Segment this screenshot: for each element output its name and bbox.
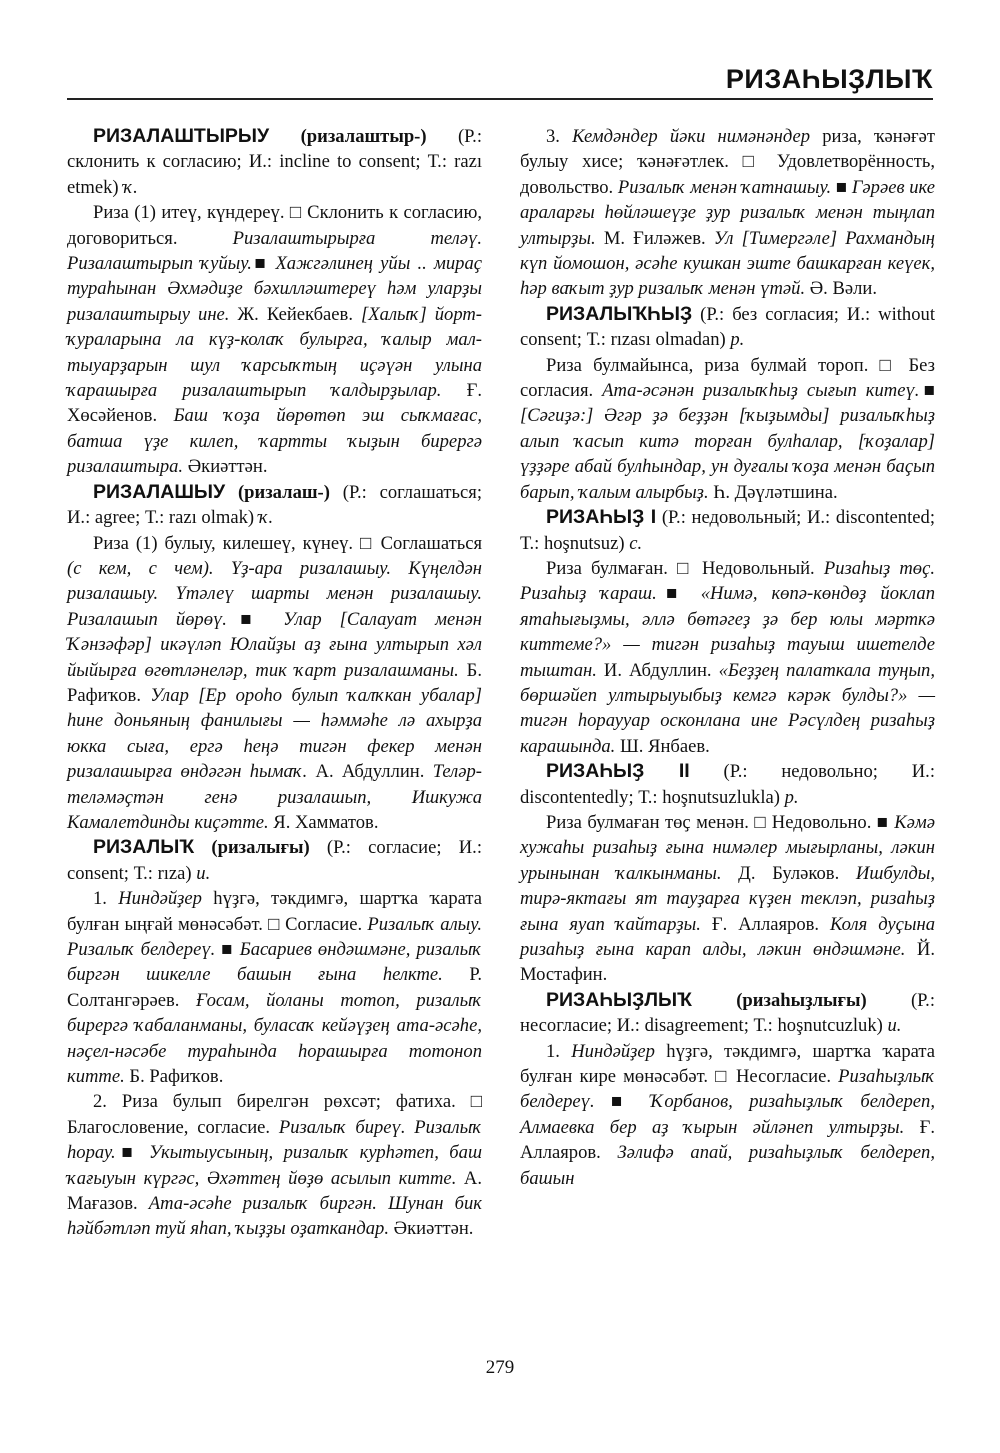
definition-text: Риза (1) булыу, килешеү, күнеү. □ Соглашаться [93,532,482,554]
example-text: Ризаһыҙлыҡ белдереү. [520,1066,935,1113]
citation-text: Ғ. Аллаяров. [700,913,831,935]
translation-gloss: (Р.: несогласие; И.: disagreement; Т.: hoşnutcuzluk) [520,989,935,1037]
citation-text: Ғ. Аллаяров. [520,1116,936,1164]
example-text: Ҡорбанов, ризаһыҙлыҡ белдереп, Алмаевка бер аҙ ҡырын әйләнеп ултырҙы. [520,1091,936,1138]
definition-paragraph [520,1039,935,1191]
dictionary-entry [67,124,482,200]
citation-text: Й. Мостафин. [520,939,935,986]
definition-text: Риза булмайынса, риза булмай тороп. □ Без согласия. [520,354,935,402]
definition-text: ■ [226,608,284,630]
example-text: [Халыҡ] йорт-ҡураларына ла күҙ-колаҡ булырға, ҡалыр мал-тыуарҙарын шул ҡарсыҡтың иҫәүән улына ҡарашырға ризалаштырып ҡалдырҙылар. [67,303,482,402]
example-text: Басариев өндәшмәне, ризалыҡ биргән шикелле башын ғына һелкте. [67,939,482,986]
example-text: Ризалыҡ алыу. Ризалыҡ белдереү. [67,913,482,960]
definition-text: Риза (1) итеү, күндереү. □ Склонить к согласию, договориться. [67,202,482,249]
citation-text: ■ [594,1091,651,1113]
example-text: Ризалыҡ менән ҡатнашыу. [617,176,832,198]
example-text: Ишбулды, тирә-яктағы ят тауҙарға күҙен теклэп, ризаһыҙ ғына яуап ҡайтарҙы. [520,862,935,935]
headword: РИЗАҺЫҘЛЫҠ [546,988,692,1011]
citation-text: И. Абдуллин. [596,659,719,681]
example-text: Укытыусының, ризалыҡ курһәтеп, баш ҡағыуын күргәс, Әхәттең йөҙө асылып китте. [67,1142,482,1189]
dictionary-entry [520,759,935,810]
citation-text: А. Мағазов. [67,1167,482,1215]
citation-text: Б. Рафиҡов. [124,1066,224,1088]
part-of-speech: р. [730,329,745,351]
example-text: Улар [Салауат менән Ҡәнзәфәр] икәүләп Юлайҙы аҙ ғына ултырып хәл йыйырға өгөтләнеләр, тик ҡарт ризалашманы. [67,608,482,681]
translation-gloss: (Р.: склонить к согласию; И.: incline to consent; Т.: razı etmek) [67,126,482,198]
definition-paragraph [67,886,482,1089]
citation-text: Һ. Дәүләтшина. [708,481,838,503]
grammar-form: (ризалығы) [211,837,310,859]
grammar-form: (ризаһыҙлығы) [736,989,867,1011]
headword: РИЗАҺЫҘ II [546,760,690,783]
dictionary-entry [520,988,935,1039]
dictionary-entry [520,302,935,353]
part-of-speech: и. [196,862,211,884]
example-text: Улар [Ер ороһо булып ҡалҡкан убалар] һине доньяның фанилығы — һәммәһе лә ахырҙа юкка сыға, ергә һеңә тигән фекер менән ризалашырға өндәгән һымаҡ. [67,684,483,783]
part-of-speech: р. [784,786,799,808]
headword: РИЗАЛЫҠҺЫҘ [546,302,693,325]
citation-text: Д. Буләков. [721,862,856,884]
dictionary-entry [67,480,482,531]
definition-text: 2. Риза булып бирелгән рөхсәт; фатиха. □ Благословение, согласие. [67,1091,482,1138]
headword: РИЗАЛАШТЫРЫУ [93,125,270,147]
definition-text: ■ [919,380,935,402]
part-of-speech: и. [887,1015,902,1037]
citation-text: Әкиәттән. [183,456,268,478]
definition-paragraph [67,1089,482,1241]
part-of-speech: с. [629,532,643,554]
example-text: Зәлифә апай, ризаһыҙлыҡ белдереп, башын [520,1142,935,1189]
grammar-form: (ризалаш-) [237,481,330,503]
definition-text: Риза булмаған төҫ менән. □ Недовольно. [546,811,877,833]
example-text: Кемдәндер йәки нимәнәндер [572,126,811,147]
example-text: Ризалаштырырға теләү. Ризалаштырып ҡуйыу. [67,227,482,275]
citation-text: риза, ҡәнәғәт булыу хисе; ҡәнәғәтлек. □ Удовлетворённость, довольство. [520,126,935,198]
citation-text: ■ [831,176,852,198]
definition-paragraph [520,810,935,988]
example-text: Ғосам, йоланы тотоп, ризалыҡ бирергә ҡабаланманы, буласаҡ кейәүҙең ата-әсәһе, нәҫел-нәсәбе тураһында һорашырға тотоноп китте. [67,989,482,1088]
citation-text: һүҙгә, тәкдимгә, шартҡа ҡарата булған кире мөнәсәбәт. □ Несогласие. [520,1040,936,1088]
definition-paragraph [520,353,935,505]
right-column [520,124,935,1191]
definition-text: ■ [656,583,701,605]
example-text: Ул [Тимергәле] Рахмандың күп йомошон, әсәһе кушкан эште башкарған кеүек, һәр ваҡыт ҙур ризалыҡ менән үтәй. [520,227,936,300]
translation-gloss: (Р.: недовольный; И.: discontented; Т.: hoşnutsuz) [520,507,935,554]
example-text: Ризаһыҙ төҫ. Ризаһыҙ ҡараш. [520,557,935,605]
dictionary-entry [520,505,935,556]
definition-text: Риза булмаған. □ Недовольный. [546,557,824,579]
example-text: Теләр-теләмәҫтән генә ризалашып, Ишкужа Камалетдинды киҫәтте. [67,761,482,833]
left-column [67,124,482,1242]
definition-text: 1. [93,888,119,910]
part-of-speech: ҡ. [123,176,138,198]
example-text: «Беҙҙең палаткала туңып, бөршәйеп ултырыуыбыҙ кемгә кәрәк булды?» — тигән һораууар осконлана ине Рәсүлдең ризаһыҙ карашында. [520,659,935,757]
translation-gloss: (Р.: без согласия; И.: without consent; Т.: rızası olmadan) [520,303,935,351]
citation-text: Б. Рафиҡов. [67,659,482,706]
citation-text: М. Ғиләжев. [595,227,714,249]
headword: РИЗАЛЫҠ [93,836,195,859]
definition-text: ■ [115,1142,149,1164]
example-text: Ниндәйҙер [571,1040,655,1062]
headword: РИЗАҺЫҘ I [546,506,657,529]
translation-gloss: (Р.: недовольно; И.: discontentedly; Т.: hoşnutsuzlukla) [520,761,935,808]
citation-text: Әкиәттән. [389,1218,474,1240]
definition-paragraph [520,124,935,302]
definition-paragraph [67,200,482,479]
definition-paragraph [67,531,482,836]
example-text: Гәрәев ике араларғы һөйләшеүҙе ҙур ризалыҡ менән тыңлап ултырҙы. [520,176,935,249]
citation-text: Ж. Кейекбаев. [229,303,362,325]
example-text: Ата-әсәнән ризалыҡһыҙ сығып китеү. [602,380,920,402]
citation-text: Ә. Вәли. [805,278,878,300]
citation-text: Ш. Янбаев. [615,735,710,757]
dictionary-entry [67,835,482,886]
example-text: «Нимә, көпә-көндөҙ йоклап ятаһығыҙмы, әллә бөтәгеҙ ҙә бер юлы мәрткә киттеме?» — тигән ризаһыҙ тауыш ишетелде тыштан. [520,583,935,681]
example-text: (с кем, с чем). Үҙ-ара ризалашыу. Күңелдән ризалашыу. Үтәлеү шарты менән ризалашыу. Ризалашып йөрөү. [67,557,482,630]
definition-text: 3. [546,126,573,147]
citation-text: Я. Хамматов. [268,811,379,833]
example-text: [Сәгиҙә:] Әгәр ҙә беҙҙән [ҡыҙымды] ризалыҡһыҙ алып ҡасып китә торған булһалар, [ҡоҙалар] үҙҙәре абай булһындар, ун дуғалы ҡоҙа менән баҫып барып, ҡалым алырбыҙ. [520,405,935,503]
example-text: Ризалыҡ биреү. Ризалыҡ һорау. [67,1116,482,1164]
citation-text: Ғ. Хөсәйенов. [67,380,482,427]
grammar-form: (ризалаштыр-) [300,126,427,147]
citation-text: Р. Солтангәрәев. [67,964,482,1011]
translation-gloss: (Р.: соглашаться; И.: agree; Т.: razı olmak) [67,481,483,529]
citation-text: А. Абдуллин. [307,761,433,783]
example-text: Хажгәлинең уйы .. мираҫ тураһынан Әхмәдиҙе бәхилләштереү һәм уларҙы ризалаштырыу ине. [67,253,482,325]
example-text: Кәмә хужаһы ризаһыҙ ғына нимәлер мығырланы, ләкин урынынан ҡалкынманы. [520,811,935,884]
translation-gloss: (Р.: согласие; И.: consent; Т.: rıza) [67,837,482,884]
headword: РИЗАЛАШЫУ [93,480,226,503]
example-text: Баш ҡоҙа йөрөтөп эш сыҡмағас, батша үҙе килеп, ҡартты ҡыҙын бирергә ризалаштыра. [67,405,482,478]
citation-text: ■ [215,939,240,960]
example-text: Коля дуҫына ризаһыҙ ғына карап алды, ләкин өндәшмәне. [520,913,935,960]
part-of-speech: ҡ. [258,507,274,529]
example-text: Ата-әсәһе ризалыҡ биргән. Шунан бик һәйбәтләп туй яһап, ҡыҙҙы оҙаткандар. [67,1193,482,1240]
example-text: Ниндәйҙер [118,888,202,910]
page-number: 279 [485,1357,515,1378]
definition-text: ■ [251,253,276,275]
definition-paragraph [520,556,935,759]
definition-text: 1. [546,1040,572,1062]
running-header [67,58,933,100]
definition-text: ■ [876,811,895,833]
citation-text: һүҙгә, тәкдимгә, шартҡа ҡарата булған ыңғай мөнәсәбәт. □ Согласие. [67,888,483,935]
running-title: РИЗАҺЫҘЛЫҠ [725,64,933,94]
